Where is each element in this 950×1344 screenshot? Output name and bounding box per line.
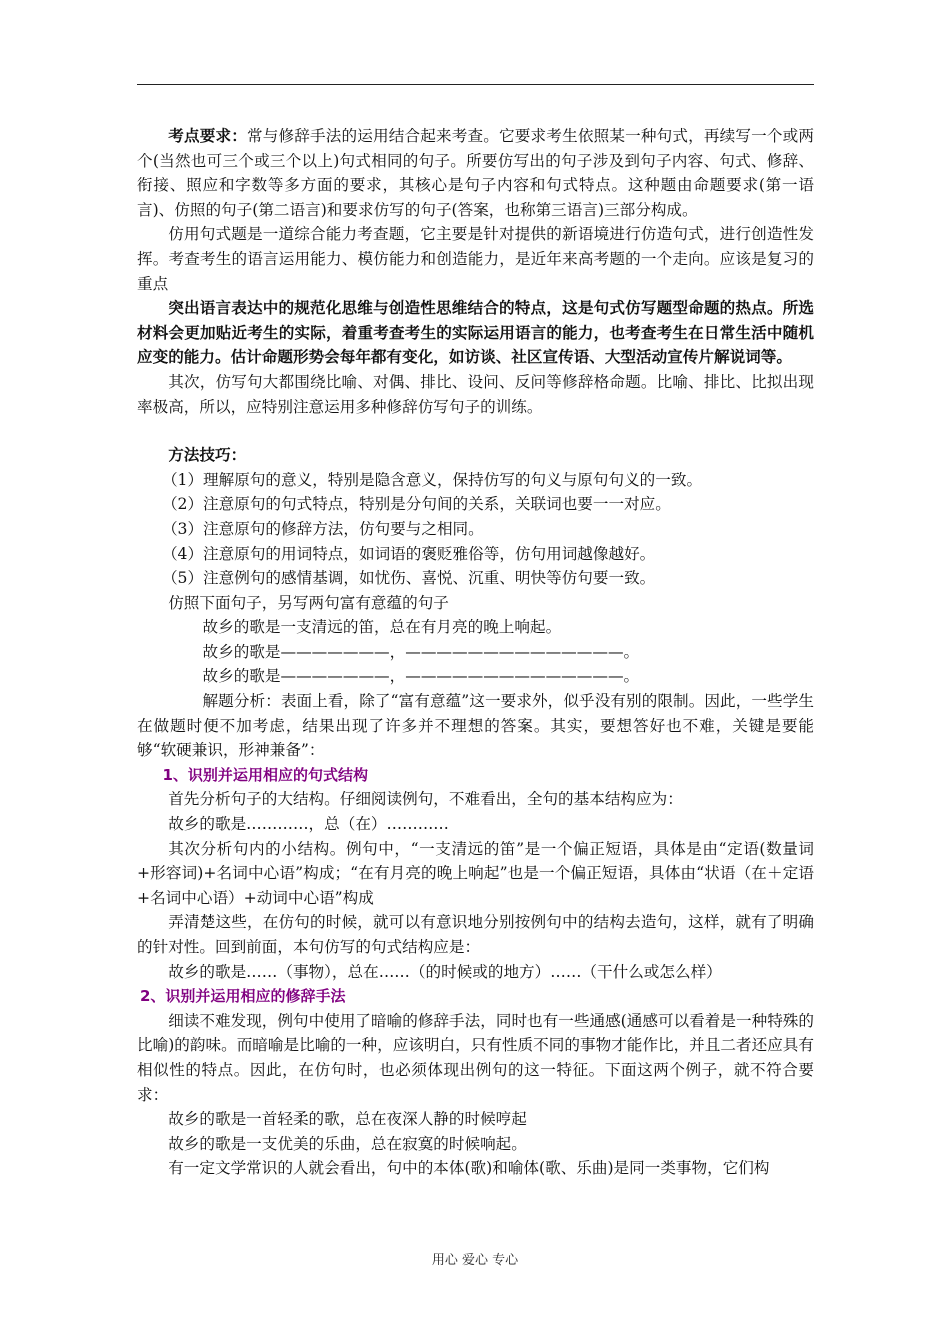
paragraph-rhetoric: 其次，仿写句大都围绕比喻、对偶、排比、设问、反问等修辞格命题。比喻、排比、比拟出现率极高，所以，应特别注意运用多种修辞仿写句子的训练。 [137,372,814,416]
method-item-5: （5）注意例句的感情基调，如忧伤、喜悦、沉重、明快等仿句要一致。 [161,569,656,588]
part1-paragraph-3: 弄清楚这些，在仿句的时候，就可以有意识地分别按例句中的结构去造句，这样，就有了明确的针对性。回到前面，本句仿写的句式结构应是： [137,913,814,956]
example-line-2: 故乡的歌是———————，——————————————。 [202,642,640,661]
method-item-3: （3）注意原句的修辞方法，仿句要与之相同。 [161,519,484,538]
analysis-paragraph: 解题分析：表面上看，除了“富有意蕴”这一要求外，似乎没有别的限制。因此，一些学生在做题时便不加考虑，结果出现了许多并不理想的答案。其实，要想答好也不难，关键是要能够“软硬兼识，形神兼备”： [137,692,814,760]
part1-paragraph-1: 首先分析句子的大结构。仔细阅读例句，不难看出，全句的基本结构应为： [168,790,683,809]
part1-structure-formula: 故乡的歌是…………，总（在）………… [168,815,449,834]
method-item-2: （2）注意原句的句式特点，特别是分句间的关系，关联词也要一一对应。 [161,495,671,514]
method-item-1: （1）理解原句的意义，特别是隐含意义，保持仿写的句义与原句句义的一致。 [161,470,703,489]
requirements-paragraph [137,124,814,222]
part2-paragraph-2: 有一定文学常识的人就会看出，句中的本体(歌)和喻体(歌、乐曲)是同一类事物，它们构 [168,1159,770,1178]
example-line-3: 故乡的歌是———————，——————————————。 [202,667,640,686]
part2-bad-example-2: 故乡的歌是一支优美的乐曲，总在寂寞的时候响起。 [168,1134,527,1153]
part2-bad-example-1: 故乡的歌是一首轻柔的歌，总在夜深人静的时候哼起 [168,1110,527,1129]
methods-label: 方法技巧： [168,445,247,465]
paragraph-imitation-overview: 仿用句式题是一道综合能力考查题，它主要是针对提供的新语境进行仿造句式，进行创造性发挥。考查考生的语言运用能力、模仿能力和创造能力，是近年来高考题的一个走向。应该是复习的重点 [137,225,814,293]
example-line-1: 故乡的歌是一支清远的笛，总在有月亮的晚上响起。 [202,618,562,637]
part1-structure-pattern: 故乡的歌是……（事物），总在……（的时候或的地方）……（干什么或怎么样） [168,962,722,981]
requirements-label: 考点要求： [168,126,247,145]
requirements-text: 常与修辞手法的运用结合起来考查。它要求考生依照某一种句式，再续写一个或两个(当然也可三个或三个以上)句式相同的句子。所要仿写出的句子涉及到句子内容、句式、修辞、衔接、照应和字数等多方面的要求，其核心是句子内容和句式特点。这种题由命题要求(第一语言)、仿照的句子(第二语言)和要求仿写的句子(答案，也称第三语言)三部分构成。 [137,127,814,219]
section-heading-2: 2、识别并运用相应的修辞手法 [140,987,346,1006]
section-heading-1: 1、识别并运用相应的句式结构 [162,765,368,784]
document-body [137,124,814,1181]
part2-paragraph-1: 细读不难发现，例句中使用了暗喻的修辞手法，同时也有一些通感(通感可以看着是一种特殊的比喻)的韵味。而暗喻是比喻的一种，应该明白，只有性质不同的事物才能作比，并且二者还应具有相似性的特点。因此，在仿句时，也必须体现出例句的这一特征。下面这两个例子，就不符合要求： [137,1011,814,1104]
page-footer: 用心 爱心 专心 [431,1253,519,1268]
example-prompt: 仿照下面句子，另写两句富有意蕴的句子 [168,593,449,612]
method-item-4: （4）注意原句的用词特点，如词语的褒贬雅俗等，仿句用词越像越好。 [161,544,656,563]
part1-paragraph-2: 其次分析句内的小结构。例句中，“一支清远的笛”是一个偏正短语，具体是由“定语(数量词+形容词)+名词中心语”构成；“在有月亮的晚上响起”也是一个偏正短语，具体由“状语（在＋定语+名词中心语）+动词中心语”构成 [137,839,814,907]
header-rule [137,84,814,85]
paragraph-hotspot: 突出语言表达中的规范化思维与创造性思维结合的特点，这是句式仿写题型命题的热点。所选材料会更加贴近考生的实际，着重考查考生的实际运用语言的能力，也考查考生在日常生活中随机应变的能力。估计命题形势会每年都有变化，如访谈、社区宣传语、大型活动宣传片解说词等。 [137,298,814,367]
